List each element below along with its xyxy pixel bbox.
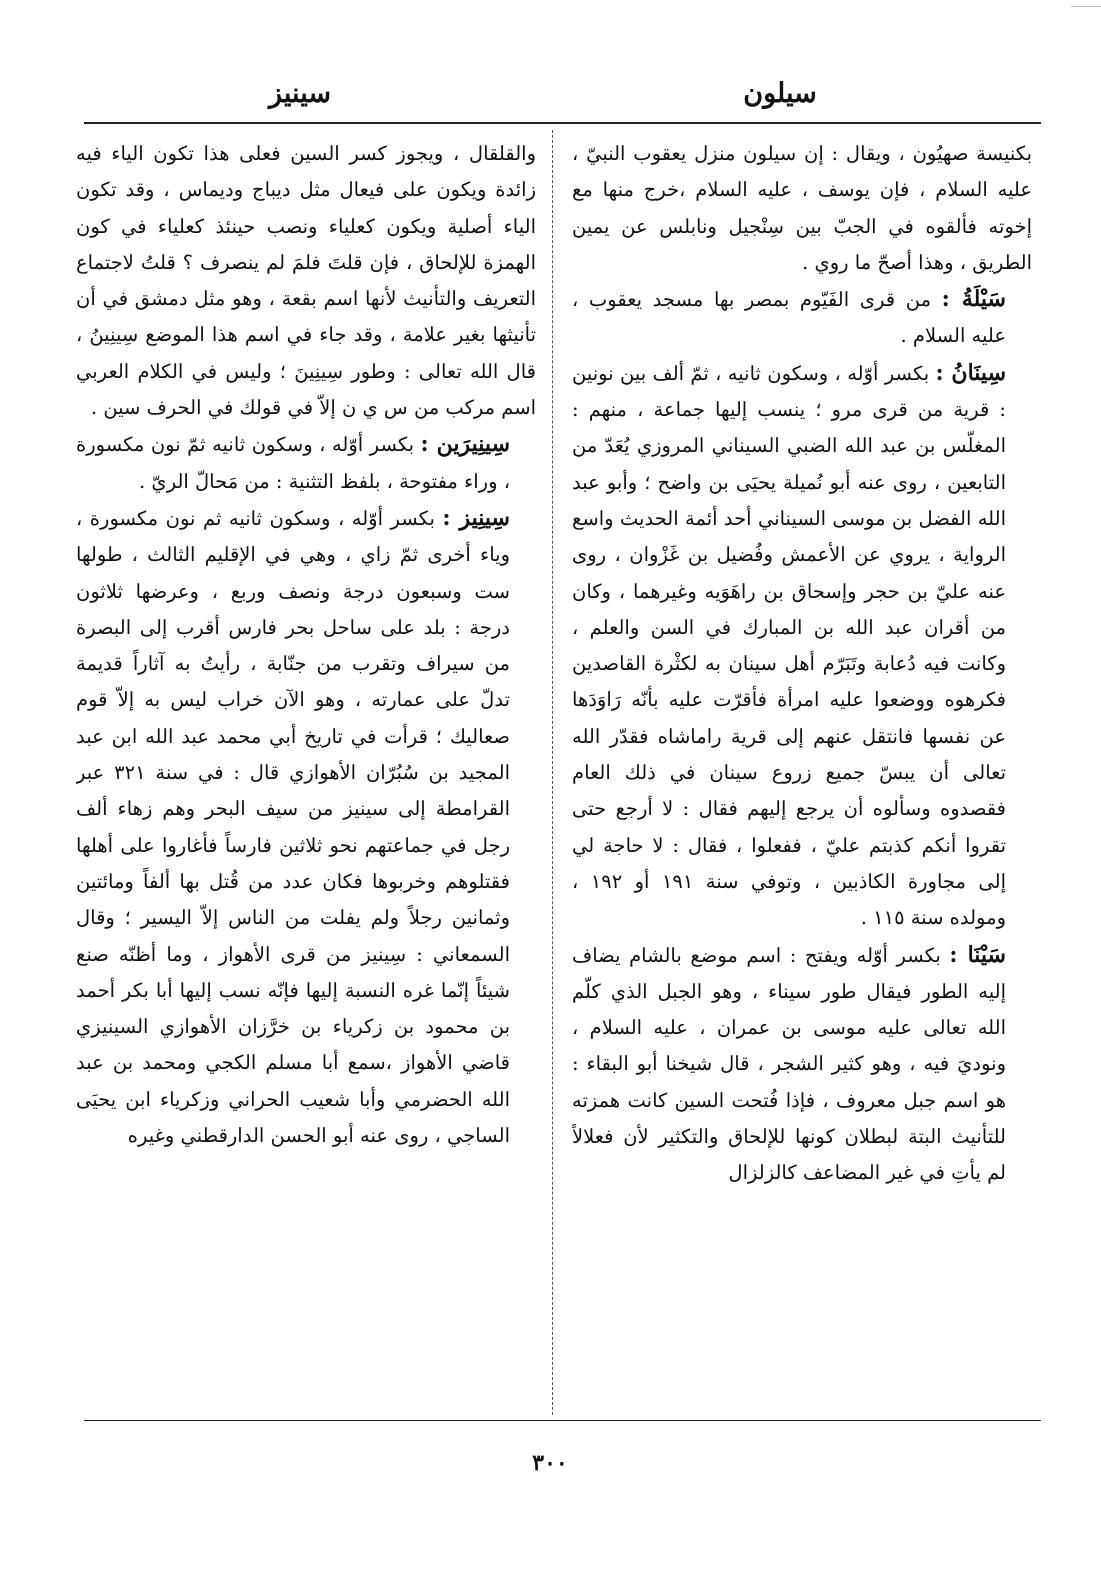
entry-headword: سَيْنَا : xyxy=(949,941,1006,968)
paragraph-text: بكنيسة صهيُون ، ويقال : إن سيلون منزل يعقوب النبيّ ، عليه السلام ، فإن يوسف ، عليه السلام ،خرج منها مع إخوته فألقوه في الجبّ بين سِنْجيل ونابلس عن يمين الطريق ، وهذا أصحّ ما روي . xyxy=(572,142,1032,274)
dictionary-entry xyxy=(572,937,1032,1192)
left-column xyxy=(76,136,536,1411)
entry-headword: سِينِيز : xyxy=(442,504,510,531)
running-head-left: سينيز xyxy=(269,78,331,109)
entry-text: بكسر أوّله ، وسكون ثانيه ، ثمّ ألف بين نونين : قرية من قرى مرو ؛ ينسب إليها جماعة ، منهم : المغلّس بن عبد الله الضبي السيناني المروزي يُعَدّ من التابعين ، روى عنه أبو نُميلة يحيَى بن واضح ؛ وأبو عبد الله الفضل بن موسى السيناني أحد أئمة الحديث واسع الرواية ، يروي عن الأعمش وفُضيل بن غَزْوان ، روى عنه عليّ بن حجر وإسحاق بن راهَوَيه وغيرهما ، وكان من أقران عبد الله بن المبارك في السن والعلم ، وكانت فيه دُعابة وتَبَرّم أهل سينان به لكثْرة القاصدين فكرهوه ووضعوا عليه امرأة فأقرّت عليه بأنّه رَاوَدَها عن نفسها فانتقل عنهم إلى قرية راماشاه فقدّر الله تعالى أن يبسّ جميع زروع سينان في ذلك العام فقصدوه وسألوه أن يرجع إليهم فقال : لا أرجع حتى تقروا أنكم كذبتم عليّ ، ففعلوا ، فقال : لا حاجة لي إلى مجاورة الكاذبين ، وتوفي سنة ١٩١ أو ١٩٢ ، ومولده سنة ١١٥ . xyxy=(572,361,1007,930)
entry-headword: سِينَانُ : xyxy=(935,359,1007,386)
entry-headword: سَيْلَةُ : xyxy=(941,286,1006,313)
dictionary-entry xyxy=(572,355,1032,937)
dictionary-entry xyxy=(76,426,536,500)
entry-text: بكسر أوّله ويفتح : اسم موضع بالشام يضاف إليه الطور فيقال طور سيناء ، وهو الجبل الذي كلّم الله تعالى عليه موسى بن عمران ، عليه السلام ، ونوديَ فيه ، وهو كثير الشجر ، قال شيخنا أبو البقاء : هو اسم جبل معروف ، فإذا فُتحت السين كانت همزته للتأنيث البتة لبطلان كونها للإلحاق والتكثير لأن فعلالاً لم يأتِ في غير المضاعف كالزلزال xyxy=(572,943,1006,1185)
header-rule xyxy=(84,122,1041,124)
scan-edge-mark xyxy=(1071,0,1101,7)
right-column xyxy=(572,136,1032,1411)
entry-text: بكسر أوّله ، وسكون ثانيه ثمّ نون مكسورة ، وراء مفتوحة ، بلفظ التثنية : من مَحالّ الريّ . xyxy=(76,433,510,493)
entry-text: بكسر أوّله ، وسكون ثانيه ثم نون مكسورة ، وياء أخرى ثمّ زاي ، وهي في الإقليم الثالث ، طولها ست وسبعون درجة ونصف وربع ، وعرضها ثلاثون درجة : بلد على ساحل بحر فارس أقرب إلى البصرة من سيراف وتقرب من جنّابة ، رأيتُ به آثاراً قديمة تدلّ على عمارته ، وهو الآن خراب ليس به إلاّ قوم صعاليك ؛ قرأت في تاريخ أبي محمد عبد الله ابن عبد المجيد بن سُبُرّان الأهوازي قال : في سنة ٣٢١ عبر القرامطة إلى سينيز من سيف البحر وهم زهاء ألف رجل في جماعتهم نحو ثلاثين فارساً فأغاروا على أهلها فقتلوهم وخربوها فكان عدد من قُتل بها ألفاً ومائتين وثمانين رجلاً ولم يفلت من الناس إلاّ اليسير ؛ وقال السمعاني : سِينيز من قرى الأهواز ، وما أظنّه صنع شيئاً إنّما غره النسبة إليها فإنّه نسب إليها أبا بكر أحمد بن محمود بن زكرياء بن خرَّزان الأهوازي السينيزي قاضي الأهواز ،سمع أبا مسلم الكجي ومحمد بن عبد الله الحضرمي وأبا شعيب الحراني وزكرياء ابن يحيَى الساجي ، روى عنه أبو الحسن الدارقطني وغيره xyxy=(76,506,510,1148)
paragraph-text: والقلقال ، ويجوز كسر السين فعلى هذا تكون الياء فيه زائدة ويكون على فيعال مثل ديباج وديماس ، وقد تكون الياء أصلية ويكون كعلياء ونصب حينئذ كعلياء في كون الهمزة للإلحاق ، فإن قلتَ فلمَ لم ينصرف ؟ قلتُ لاجتماع التعريف والتأنيث لأنها اسم بقعة ، وهو مثل دمشق في أن تأنيثها بغير علامة ، وقد جاء في اسم هذا الموضع سِينِينُ ، قال الله تعالى : وطور سِينِينَ ؛ وليس في الكلام العربي اسم مركب من س ي ن إلاّ في قولك في الحرف سين . xyxy=(76,142,536,420)
footer-rule xyxy=(84,1420,1041,1421)
paragraph xyxy=(76,136,536,426)
column-divider xyxy=(552,130,553,1415)
dictionary-entry xyxy=(76,500,536,1154)
entry-text: من قرى الفَيّوم بمصر بها مسجد يعقوب ، عليه السلام . xyxy=(572,288,1006,348)
running-head-right: سيلون xyxy=(743,78,817,109)
page-number: ٣٠٠ xyxy=(532,1450,568,1476)
entry-headword: سِينِيرَين : xyxy=(420,431,510,458)
paragraph xyxy=(572,136,1032,281)
dictionary-entry xyxy=(572,281,1032,355)
